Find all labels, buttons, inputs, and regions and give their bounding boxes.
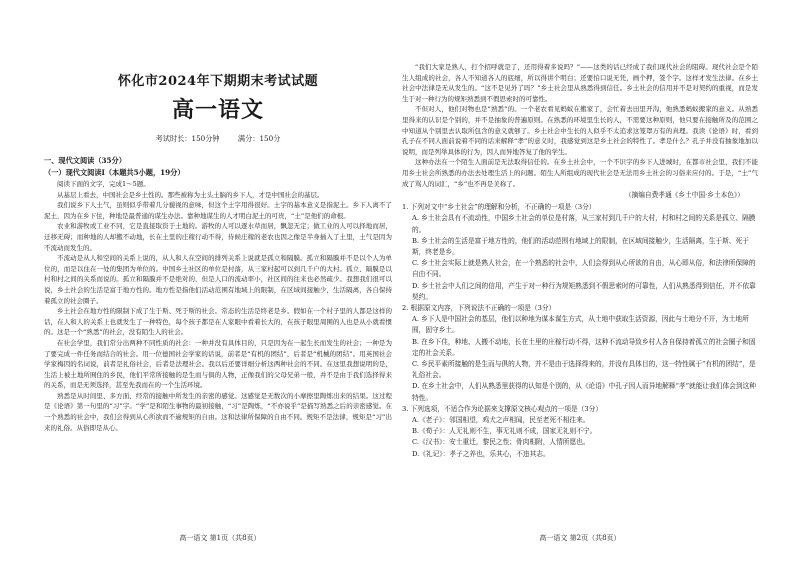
passage-paragraph: 乡土社会在地方性的限制下成了生于斯、死于斯的社会。常态的生活是终老是乡。假如在一个村子里的人都是这样的话，在人和人的关系上也就发生了一种特色，每个孩子都是在人家眼中看着长大的，在孩子眼里周围的人也是从小就看惯的。这是一个“熟悉”的社会，没有陌生人的社会。 <box>44 307 392 337</box>
question-option: D. 乡土社会中人们之间的信用，产生于对一种行为规矩熟悉到不假思索时的可靠性，人们从熟悉得到信任，并不依靠契约。 <box>412 281 756 301</box>
page-footer-right: 高一语文 第2页（共8页） <box>539 534 621 542</box>
question-stem: 3. 下列选项，不适合作为论据来支撑原文核心观点的一项是（3分） <box>402 404 603 413</box>
exam-duration: 考试时长：150分钟 <box>155 134 220 143</box>
passage-paragraph: 从基层上看去，中国社会是乡土性的。那些被称为土头土脑的乡下人，才是中国社会的基层。 <box>57 190 324 199</box>
exam-meta <box>44 134 392 144</box>
passage-paragraph: 我们说乡下人土气，虽则似乎带着几分藐视的意味，但这个土字用得很好。土字的基本意义是指泥土。乡下人离不了泥土，因为在乡下住，种地是最普通的谋生办法。靠种地谋生的人才明白泥土的可贵，“土”是他们的命根。 <box>44 201 392 220</box>
exam-title: 怀化市2024年下期期末考试试题 <box>117 74 319 89</box>
question-option: C.《汉书》：安土重迁，黎民之性；骨肉相附，人情所愿也。 <box>412 438 590 447</box>
question-stem: 1. 下列对文中“乡土社会”的理解和分析，不正确的一项是（3分） <box>402 203 596 212</box>
reading-instruction: 阅读下面的文字，完成1～5题。 <box>57 180 150 188</box>
question-3 <box>402 404 758 460</box>
question-option: A. 乡下人是中国社会的基层，他们以种地为谋本谋生方式，从土地中获取生活资源，因此与土地分不开，为土地所囿，固守乡土。 <box>412 315 749 335</box>
passage-paragraph: 在社会学里，我们常分出两种不同性质的社会：一种并没有具体目的，只是因为在一起生长而发生的社会；一种是为了要完成一件任务而结合的社会。用一位德国社会学家的话说，前者是“有机的团结”，后者是“机械的团结”。用英国社会学家梅因的名词说，前者是礼俗社会，后者是法理社会。我以后还要详细分析这两种社会的不同。在这里我想说明的是，生活上被土地所囿住的乡民，他们平常所接触的是生而与俱的人物，正像我们的父母兄弟一般，并不是由于我们选择得来的关系，而是无须选择，甚至先我而在的一个生活环境。 <box>44 338 392 390</box>
page-footer-left: 高一语文 第1页（共8页） <box>179 534 261 542</box>
question-stem: 2. 根据原文内容，下列说法不正确的一项是（3分） <box>402 303 556 312</box>
passage-paragraph: 不但对人，他们对物也是“熟悉”的。一个老农看见蚂蚁在搬家了，会忙着去田里开沟，他熟悉蚂蚁搬家的意义。从熟悉里得来的认识是个别的，并不是抽象的普遍原则。在熟悉的环境里生长的人，不需要这种原则，他只要在接触所及的范围之中知道从个别里去认取所包含的意义就够了。乡土社会中生长的人似乎不太追求这笼罩万有的真理。我读《论语》时，看到孔子在不同人面前说着不同的话来解释“孝”的意义时，我感觉到这是乡土社会的特性了。孝是什么？孔子并没有抽象地加以说明，而是列举具体的行为，因人而异地答复了他的学生。 <box>402 105 758 156</box>
question-option: D.《礼记》：孝子之养也，乐其心，不违其志。 <box>412 449 550 458</box>
passage-paragraph: 熟悉是从时间里、多方面、经常的接触中所发生的亲密的感觉。这感觉是无数次的小摩擦里陶炼出来的结果。这过程是《论语》第一句里的“习”字。“学”是和陌生事物的最初接触，“习”是陶炼，“不亦说乎”是描写熟悉之后的亲密感觉。在一个熟悉的社会中，我们会得到从心所欲而不逾规矩的自由。这和法律所保障的自由不同。规矩不是法律，规矩是“习”出来的礼俗。从俗即是从心。 <box>44 391 392 432</box>
question-option: C. 乡民平素所接触的是生而与俱的人物，并不是由于选择得来的，并没有具体目的，这一特性属于“有机的团结”，是礼俗社会。 <box>412 359 756 380</box>
passage-paragraph: 这种办法在一个陌生人面前是无法取得信任的。在乡土社会中，一个不识字的乡下人进城时，在都市社会里，我们不能用乡土社会所熟悉的办法去处理生活上的问题。陌生人所组成的现代社会是无法用乡土社会的习俗来应付的。于是，“土”气成了骂人的词汇，“乡”也不再是美称了。 <box>402 158 758 188</box>
question-option: A.《老子》：邻国相望，鸡犬之声相闻，民至老死不相往来。 <box>412 415 590 424</box>
passage-paragraph: 农业和游牧或工业不同，它是直接取资于土地的。游牧的人可以逐水草而居，飘忽无定；做工业的人可以择地而居，迁移无碍；而种地的人却搬不动地，长在土里的庄稼行动不得，侍候庄稼的老农也因之像是半身插入了土里，土气是因为不流动而发生的。 <box>44 222 392 252</box>
section-heading: 一、现代文阅读（35分） <box>44 156 126 165</box>
question-option: C. 乡土社会实际上就是熟人社会，在一个熟悉的社会中，人们会得到从心所欲的自由，从心即从俗，和法律所保障的自由不同。 <box>412 259 756 279</box>
exam-score: 满分：150分 <box>237 134 281 143</box>
subject-title: 高一语文 <box>171 97 264 123</box>
right-page <box>402 62 758 530</box>
question-1 <box>402 202 758 303</box>
question-option: D. 在乡土社会中，人们从熟悉里获得的认知是个别的，从《论语》中孔子因人而异地解释“孝”就能让我们体会到这种特性。 <box>412 382 756 402</box>
question-option: B.《荀子》：人无礼则不生，事无礼则不成，国家无礼则不宁。 <box>412 427 597 436</box>
subsection-heading: （一）现代文阅读Ⅰ（本题共5小题，19分） <box>44 168 185 177</box>
left-page <box>44 62 392 530</box>
passage-source: （摘编自费孝通《乡土中国·乡土本色》） <box>624 191 744 200</box>
question-option: B. 乡土社会的生活是富于地方性的，他们的活动范围有地域上的限制，在区域间接触少，生活隔离，生于斯、死于斯，终老是乡。 <box>412 236 749 256</box>
question-option: B. 在乡下住，种地、人搬不动地，长在土里的庄稼行动不得，这种不流动导致乡村人各自保持着孤立的社会圈子和固定的社会关系。 <box>412 337 756 357</box>
passage-paragraph: “我们大家是熟人，打个招呼就是了，还用得着多说吗？”——这类的话已经成了我们现代社会的阻碍。现代社会是个陌生人组成的社会，各人不知道各人的底细，所以得讲个明白；还要怕口说无凭，画个押，签个字。这样才发生法律。在乡土社会中法律是无从发生的。“这不是见外了吗？”乡土社会里从熟悉得到信任。乡土社会的信用并不是对契约的重视，而是发生于对一种行为的规矩熟悉到不假思索时的可靠性。 <box>402 63 758 103</box>
question-option: A. 乡土社会具有不流动性，中国乡土社会的单位是村落，从三家村到几千户的大村，村和村之间的关系是孤立、隔膜的。 <box>412 214 756 234</box>
passage-paragraph: 不流动是从人和空间的关系上说的，从人和人在空间的排列关系上说就是孤立和隔膜。孤立和隔膜并不是以个人为单位的，而是以住在一处的集团为单位的。中国乡土社区的单位是村落，从三家村起可以到几千户的大村。孤立、隔膜是以村和村之间的关系而说的。孤立和隔膜并不是绝对的，但是人口的流动率小，社区间的往来也必然疏少。我想我们很可以说，乡土社会的生活是富于地方性的。地方性是指他们活动范围有地域上的限制，在区域间接触少，生活隔离，各自保持着孤立的社会圈子。 <box>44 254 392 305</box>
question-2 <box>402 303 758 404</box>
